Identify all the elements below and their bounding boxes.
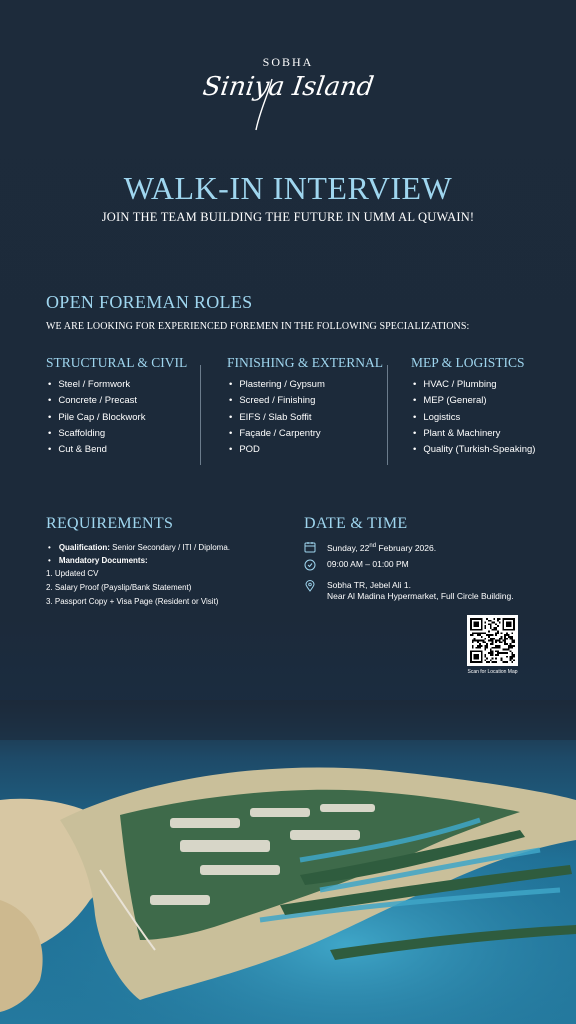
calendar-icon (304, 541, 316, 553)
roles-column-mep (411, 355, 535, 458)
requirements-list (46, 541, 296, 609)
roles-column-structural (46, 355, 187, 458)
role-item: • MEP (General) (411, 393, 535, 409)
role-item: • Logistics (411, 410, 535, 426)
documents-label: Mandatory Documents: (58, 556, 148, 565)
date-prefix: Sunday, 22 (327, 542, 370, 553)
page-subtitle: JOIN THE TEAM BUILDING THE FUTURE IN UMM AL QUWAIN! (101, 210, 475, 224)
roles-heading: OPEN FOREMAN ROLES (46, 292, 253, 312)
qualification-value: Senior Secondary / ITI / Diploma. (109, 543, 230, 552)
document-item: 3. Passport Copy + Visa Page (Resident or Visit) (46, 597, 219, 606)
column-divider (200, 365, 201, 465)
role-item: • Screed / Finishing (227, 393, 383, 409)
logo-flourish-icon (250, 75, 280, 135)
location-text (327, 580, 514, 602)
requirements-heading: REQUIREMENTS (46, 515, 174, 532)
role-item: • Quality (Turkish-Speaking) (411, 442, 535, 458)
roles-intro: WE ARE LOOKING FOR EXPERIENCED FOREMEN IN THE FOLLOWING SPECIALIZATIONS: (46, 321, 470, 332)
column-divider (387, 365, 388, 465)
clock-icon (304, 559, 316, 571)
qualification-label: Qualification: (58, 543, 110, 552)
column-title: STRUCTURAL & CIVIL (46, 355, 188, 370)
date-suffix-sup: nd (369, 543, 377, 549)
role-item: • Scaffolding (46, 426, 187, 442)
time-row (304, 559, 409, 571)
role-item: • Plastering / Gypsum (227, 377, 383, 393)
date-month-year: February 2026. (376, 542, 437, 553)
document-item: 1. Updated CV (46, 569, 99, 578)
qr-caption: Scan for Location Map (467, 669, 518, 675)
role-item: • Concrete / Precast (46, 393, 187, 409)
time-text: 09:00 AM – 01:00 PM (327, 559, 409, 569)
location-line1: Sobha TR, Jebel Ali 1. (327, 580, 411, 590)
datetime-heading: DATE & TIME (304, 515, 408, 532)
location-pin-icon (304, 580, 316, 592)
logo-script: Siniya Island (200, 72, 376, 102)
requirement-documents (46, 554, 296, 567)
role-item: • Cut & Bend (46, 442, 187, 458)
location-row (304, 580, 514, 602)
qr-code[interactable] (467, 615, 518, 666)
qr-code-icon (470, 618, 515, 663)
role-item: • Plant & Machinery (411, 426, 535, 442)
role-item: • Steel / Formwork (46, 377, 187, 393)
logo (0, 55, 576, 102)
page-title: WALK-IN INTERVIEW (123, 170, 453, 206)
date-row (304, 541, 436, 554)
role-item: • EIFS / Slab Soffit (227, 410, 383, 426)
column-title: MEP & LOGISTICS (411, 355, 525, 370)
logo-brand: SOBHA (262, 55, 314, 69)
role-item: • Pile Cap / Blockwork (46, 410, 187, 426)
aerial-island-image (0, 700, 576, 1024)
date-text (327, 541, 436, 554)
column-title: FINISHING & EXTERNAL (227, 355, 383, 370)
role-item: • HVAC / Plumbing (411, 377, 535, 393)
roles-column-finishing (227, 355, 383, 458)
document-item: 2. Salary Proof (Payslip/Bank Statement) (46, 583, 192, 592)
role-item: • POD (227, 442, 383, 458)
requirement-qualification (46, 541, 296, 554)
role-item: • Façade / Carpentry (227, 426, 383, 442)
location-line2: Near Al Madina Hypermarket, Full Circle Building. (327, 591, 514, 601)
